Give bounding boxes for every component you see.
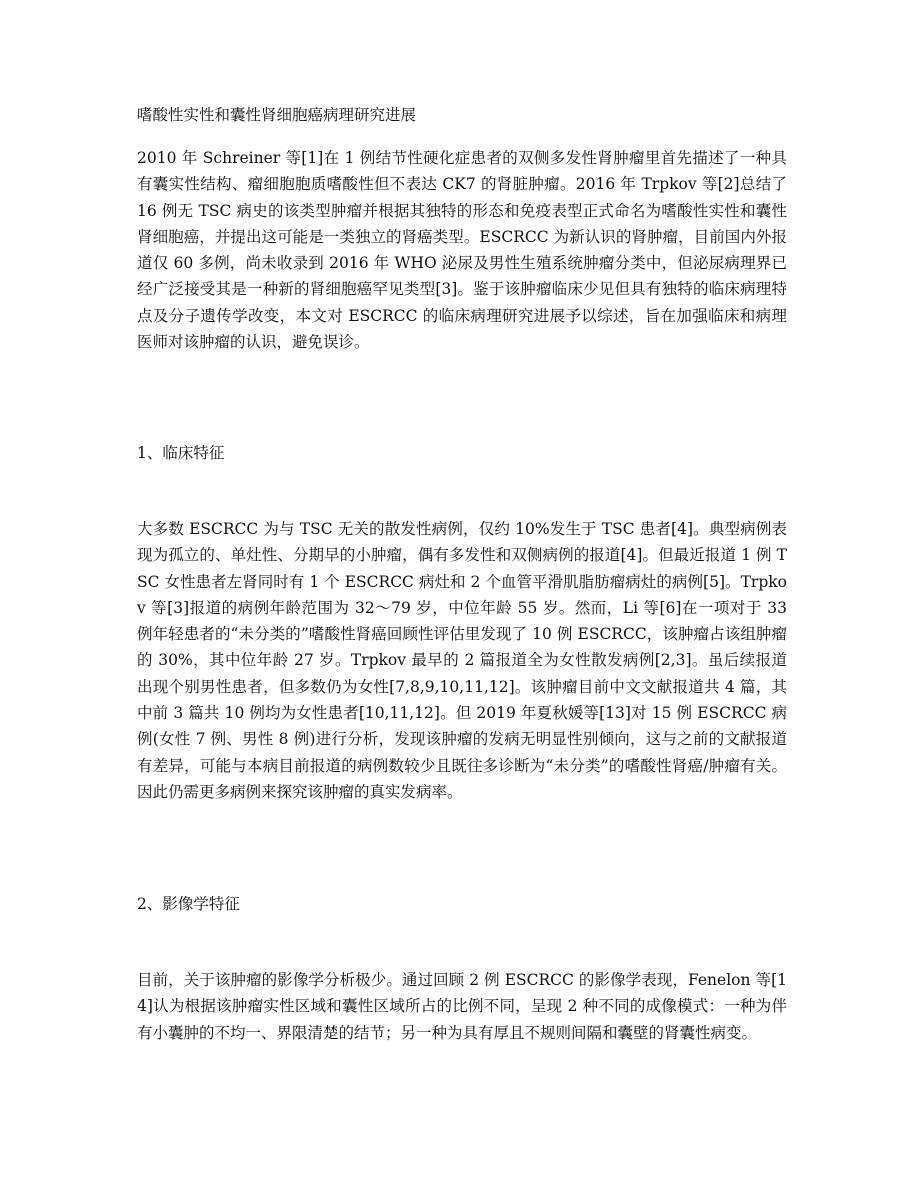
intro-paragraph: 2010 年 Schreiner 等[1]在 1 例结节性硬化症患者的双侧多发性肾肿瘤里首先描述了一种具有囊实性结构、瘤细胞胞质嗜酸性但不表达 CK7 的肾脏肿瘤。2016 年 Trpkov 等[2]总结了 16 例无 TSC 病史的该类型肿瘤并根据其独特的形态和免疫表型正式命名为嗜酸性实性和囊性肾细胞癌，并提出这可能是一类独立的肾癌类型。ESCRCC 为新认识的肾肿瘤，目前国内外报道仅 60 多例，尚未收录到 2016 年 WHO 泌尿及男性生殖系统肿瘤分类中，但泌尿病理界已经广泛接受其是一种新的肾细胞癌罕见类型[3]。鉴于该肿瘤临床少见但具有独特的临床病理特点及分子遗传学改变，本文对 ESCRCC 的临床病理研究进展予以综述，旨在加强临床和病理医师对该肿瘤的认识，避免误诊。 (137, 149, 787, 352)
section-paragraph-imaging: 目前，关于该肿瘤的影像学分析极少。通过回顾 2 例 ESCRCC 的影像学表现，Fenelon 等[14]认为根据该肿瘤实性区域和囊性区域所占的比例不同，呈现 2 种不同的成像模式：一种为伴有小囊肿的不均一、界限清楚的结节；另一种为具有厚且不规则间隔和囊壁的肾囊性病变。 (137, 971, 787, 1042)
section-paragraph-clinical: 大多数 ESCRCC 为与 TSC 无关的散发性病例，仅约 10%发生于 TSC 患者[4]。典型病例表现为孤立的、单灶性、分期早的小肿瘤，偶有多发性和双侧病例的报道[4]。但最近报道 1 例 TSC 女性患者左肾同时有 1 个 ESCRCC 病灶和 2 个血管平滑肌脂肪瘤病灶的病例[5]。Trpkov 等[3]报道的病例年龄范围为 32～79 岁，中位年龄 55 岁。然而，Li 等[6]在一项对于 33 例年轻患者的“未分类的”嗜酸性肾癌回顾性评估里发现了 10 例 ESCRCC，该肿瘤占该组肿瘤的 30%，其中位年龄 27 岁。Trpkov 最早的 2 篇报道全为女性散发病例[2,3]。虽后续报道出现个别男性患者，但多数仍为女性[7,8,9,10,11,12]。该肿瘤目前中文文献报道共 4 篇，其中前 3 篇共 10 例均为女性患者[10,11,12]。但 2019 年夏秋媛等[13]对 15 例 ESCRCC 病例(女性 7 例、男性 8 例)进行分析，发现该肿瘤的发病无明显性别倾向，这与之前的文献报道有差异，可能与本病目前报道的病例数较少且既往多诊断为“未分类”的嗜酸性肾癌/肿瘤有关。因此仍需更多病例来探究该肿瘤的真实发病率。 (137, 520, 787, 801)
section-heading-clinical: 1、临床特征 (137, 444, 225, 462)
document-title: 嗜酸性实性和囊性肾细胞癌病理研究进展 (137, 106, 417, 124)
section-heading-imaging: 2、影像学特征 (137, 895, 240, 913)
